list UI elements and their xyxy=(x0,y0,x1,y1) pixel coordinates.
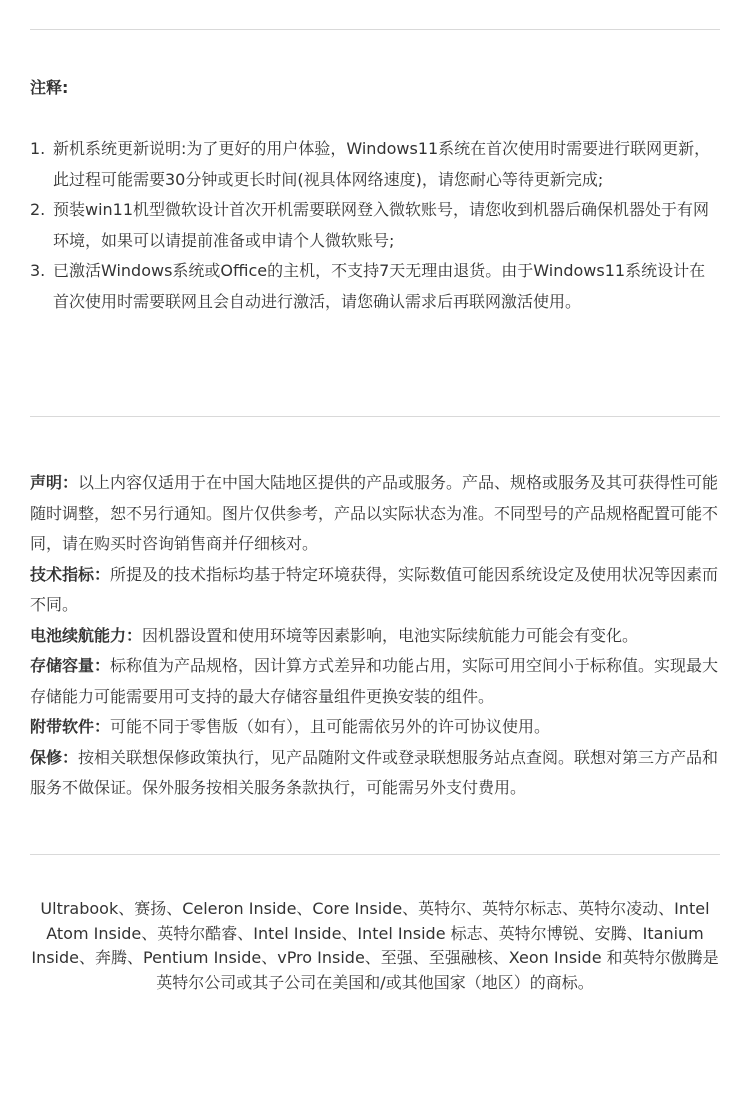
note-text: 已激活Windows系统或Office的主机，不支持7天无理由退货。由于Windows11系统设计在首次使用时需要联网且会自动进行激活，请您确认需求后再联网激活使用。 xyxy=(53,261,706,311)
disclaimer-label: 存储容量： xyxy=(30,656,111,675)
disclaimer-label: 保修： xyxy=(30,747,79,767)
note-number: 3. xyxy=(30,261,46,280)
disclaimer-text: 以上内容仅适用于在中国大陆地区提供的产品或服务。产品、规格或服务及其可获得性可能随时调整，恕不另行通知。图片仅供参考，产品以实际状态为准。不同型号的产品规格配置可能不同，请在购买时咨询销售商并仔细核对。 xyxy=(30,473,719,553)
disclaimer-label: 声明： xyxy=(30,473,79,492)
note-text: 新机系统更新说明:为了更好的用户体验，Windows11系统在首次使用时需要进行联网更新，此过程可能需要30分钟或更长时间(视具体网络速度)，请您耐心等待更新完成; xyxy=(53,139,711,189)
disclaimer-tech-specs xyxy=(30,560,720,621)
disclaimer-battery xyxy=(30,621,720,652)
bottom-divider xyxy=(30,854,720,855)
disclaimer-text: 所提及的技术指标均基于特定环境获得，实际数值可能因系统设定及使用状况等因素而不同。 xyxy=(30,564,719,614)
middle-divider xyxy=(30,416,720,417)
disclaimer-text: 因机器设置和使用环境等因素影响，电池实际续航能力可能会有变化。 xyxy=(142,625,639,645)
disclaimer-text: 标称值为产品规格，因计算方式差异和功能占用，实际可用空间小于标称值。实现最大存储能力可能需要用可支持的最大存储容量组件更换安装的组件。 xyxy=(30,656,719,706)
disclaimer-software xyxy=(30,712,720,743)
trademark-notice: Ultrabook、赛扬、Celeron Inside、Core Inside、英特尔、英特尔标志、英特尔凌动、Intel Atom Inside、英特尔酷睿、Intel Inside、Intel Inside 标志、英特尔博锐、安腾、Itanium Inside、奔腾、Pentium Inside、vPro Inside、至强、至强融核、Xeon Inside 和英特尔傲腾是英特尔公司或其子公司在美国和/或其他国家（地区）的商标。 xyxy=(31,899,719,992)
disclaimer-text: 按相关联想保修政策执行，见产品随附文件或登录联想服务站点查阅。联想对第三方产品和服务不做保证。保外服务按相关服务条款执行，可能需另外支付费用。 xyxy=(30,747,719,797)
disclaimer-text: 可能不同于零售版（如有），且可能需依另外的许可协议使用。 xyxy=(110,717,551,736)
disclaimer-warranty xyxy=(30,743,720,804)
note-item xyxy=(30,134,720,195)
note-number: 1. xyxy=(30,139,46,158)
notes-list xyxy=(30,134,720,317)
disclaimer-label: 附带软件： xyxy=(30,717,111,736)
disclaimer-label: 技术指标： xyxy=(30,564,111,584)
disclaimer-section xyxy=(30,468,720,804)
note-item xyxy=(30,195,720,256)
note-number: 2. xyxy=(30,200,46,219)
note-item xyxy=(30,256,720,317)
top-divider xyxy=(30,29,720,30)
disclaimer-statement xyxy=(30,468,720,560)
disclaimer-storage xyxy=(30,651,720,712)
note-text: 预装win11机型微软设计首次开机需要联网登入微软账号，请您收到机器后确保机器处于有网环境，如果可以请提前准备或申请个人微软账号; xyxy=(53,200,710,250)
disclaimer-label: 电池续航能力： xyxy=(30,625,143,645)
notes-title: 注释: xyxy=(30,78,69,97)
